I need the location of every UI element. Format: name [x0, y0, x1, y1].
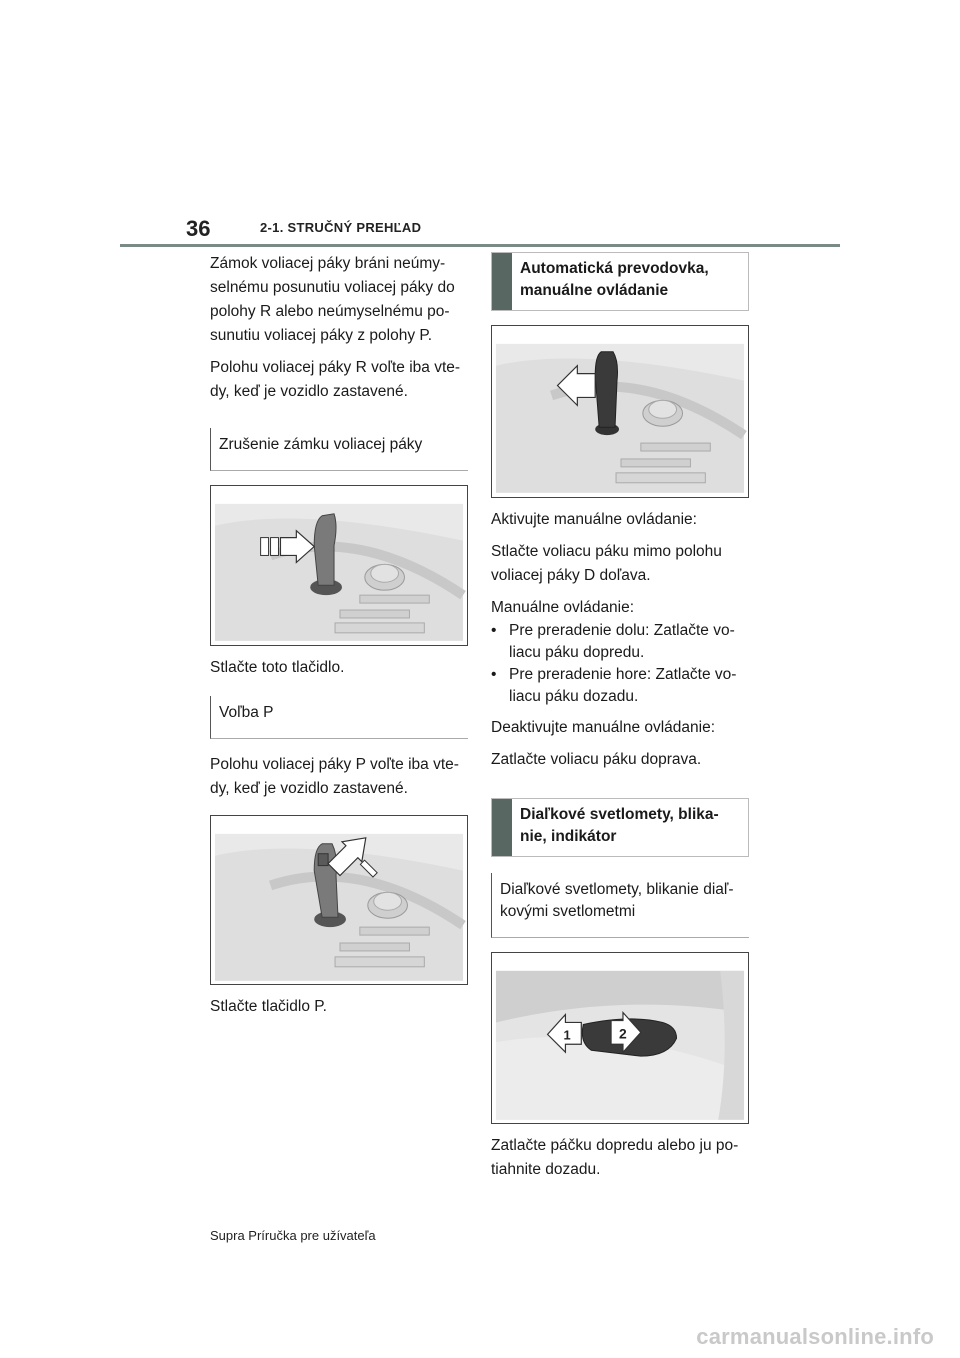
section-title: Diaľkové svetlomety, blika-nie, indikátor: [520, 805, 719, 845]
caption-release: Stlačte toto tlačidlo.: [210, 658, 345, 676]
caption-high-beam: Zatlačte páčku dopredu alebo ju po-tiahnite dozadu.: [491, 1137, 739, 1179]
watermark: carmanualsonline.info: [696, 1324, 934, 1349]
deactivate-label: Deaktivujte manuálne ovládanie:: [491, 718, 716, 736]
right-column: [491, 252, 749, 1190]
header-rule: [120, 244, 840, 247]
text-select-p: Polohu voliacej páky P voľte iba vte-dy, keď je vozidlo zastavené.: [210, 755, 459, 797]
figure-release-button: [210, 485, 468, 646]
shifter-p-illustration: [211, 816, 467, 985]
section-bar: [492, 799, 512, 856]
chapter-title: 2-1. STRUČNÝ PREHĽAD: [260, 220, 422, 235]
shifter-release-illustration: [211, 486, 467, 645]
list-item: • Pre preradenie hore: Zatlačte vo-liacu páku dozadu.: [491, 665, 737, 705]
manual-bullets: [491, 620, 749, 708]
deactivate-step: Zatlačte voliacu páku doprava.: [491, 750, 702, 768]
heading-high-beam: Diaľkové svetlomety, blikanie diaľ-kovými svetlometmi: [491, 873, 749, 938]
lever-illustration: [492, 953, 748, 1124]
heading-release-lock: Zrušenie zámku voliacej páky: [210, 428, 468, 471]
figure-high-beam-lever: [491, 952, 749, 1125]
figure-manual-mode: [491, 325, 749, 498]
section-high-beam: [491, 798, 749, 857]
figure-p-button: [210, 815, 468, 986]
lever-label-2: 2: [619, 1024, 627, 1041]
caption-p: Stlačte tlačidlo P.: [210, 998, 327, 1016]
list-item: • Pre preradenie dolu: Zatlačte vo-liacu páku dopredu.: [491, 621, 735, 661]
activate-step: Stlačte voliacu páku mimo polohu voliacej páky D doľava.: [491, 542, 722, 584]
activate-label: Aktivujte manuálne ovládanie:: [491, 510, 697, 528]
left-column: [210, 252, 468, 1027]
footer-title: Supra Príručka pre užívateľa: [210, 1228, 376, 1243]
heading-select-p: Voľba P: [210, 696, 468, 739]
section-title: Automatická prevodovka, manuálne ovládanie: [520, 260, 709, 299]
manual-label: Manuálne ovládanie:: [491, 598, 635, 616]
lever-label-1: 1: [563, 1026, 571, 1042]
intro-paragraph-2: Polohu voliacej páky R voľte iba vte-dy, keď je vozidlo zastavené.: [210, 359, 461, 400]
section-automatic-transmission: [491, 252, 749, 311]
page-number: 36: [186, 216, 211, 241]
intro-paragraph-1: Zámok voliacej páky bráni neúmy-selnému posunutiu voliacej páky do polohy R alebo neúmyselnému po-sunutiu voliacej páky z polohy P.: [210, 255, 455, 344]
shifter-manual-illustration: [492, 326, 748, 497]
section-bar: [492, 253, 512, 310]
